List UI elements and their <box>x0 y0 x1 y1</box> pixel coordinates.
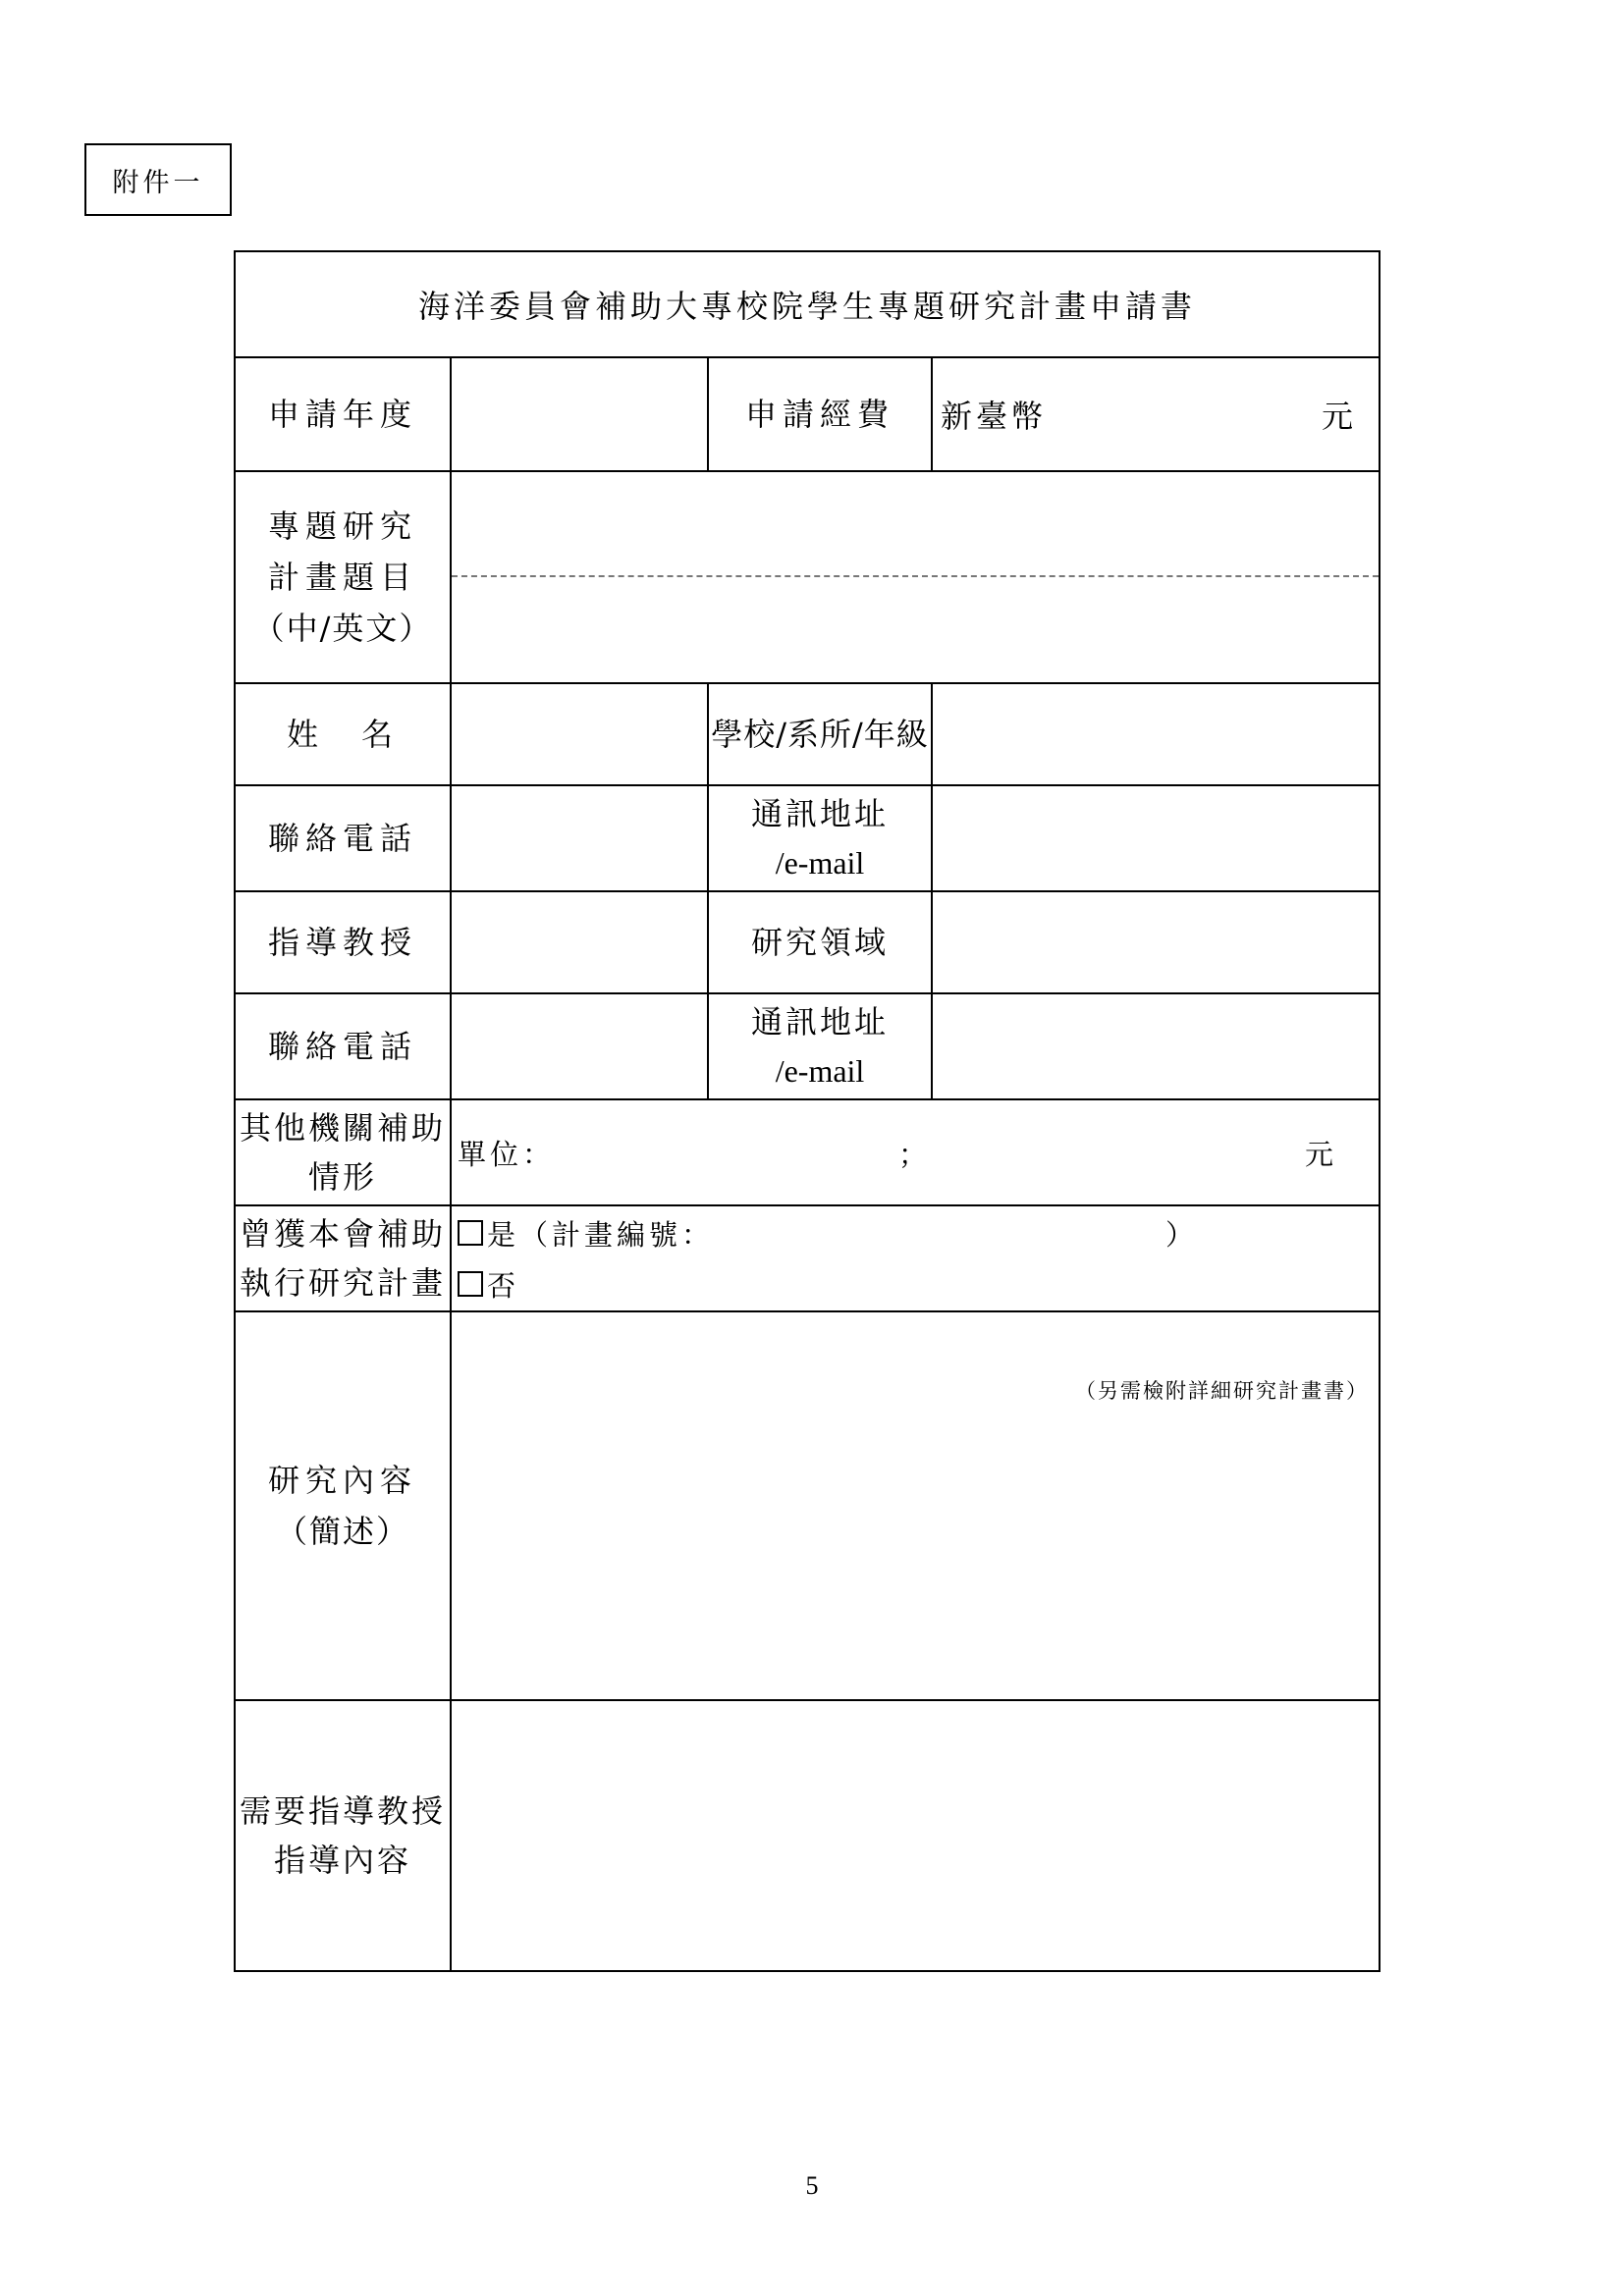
yuan-label: 元 <box>1322 398 1358 435</box>
topic-label-line3: （中/英文） <box>252 610 433 647</box>
prior-grant-label-line2: 執行研究計畫 <box>239 1264 446 1302</box>
yes-checkbox[interactable] <box>458 1220 483 1246</box>
topic-label-line1: 專題研究 <box>267 507 417 545</box>
topic-english-field[interactable] <box>452 577 1379 680</box>
no-checkbox[interactable] <box>458 1271 483 1297</box>
currency-label: 新臺幣 <box>941 398 1048 435</box>
application-year-label: 申請年度 <box>235 357 451 471</box>
attachment-label: 附件一 <box>84 143 232 216</box>
page-number: 5 <box>805 2171 819 2200</box>
unit-label: 單位： <box>458 1137 556 1171</box>
research-field-input[interactable] <box>932 891 1380 993</box>
advisor-address-line2: /e-mail <box>775 1053 865 1089</box>
application-fund-label: 申請經費 <box>708 357 932 471</box>
yes-option-label: 是（計畫編號： <box>487 1217 715 1252</box>
application-year-field[interactable] <box>451 357 708 471</box>
prior-grant-label <box>235 1205 451 1311</box>
advisor-address-line1: 通訊地址 <box>750 1003 889 1041</box>
other-yuan-label: 元 <box>1305 1137 1338 1171</box>
advisor-address-field[interactable] <box>932 993 1380 1099</box>
guidance-label-line2: 指導內容 <box>273 1842 411 1879</box>
content-note: （另需檢附詳細研究計畫書） <box>1075 1379 1370 1403</box>
advisor-phone-field[interactable] <box>451 993 708 1099</box>
school-field[interactable] <box>932 683 1380 785</box>
advisor-field[interactable] <box>451 891 708 993</box>
name-field[interactable] <box>451 683 708 785</box>
research-field-label: 研究領域 <box>708 891 932 993</box>
topic-chinese-field[interactable] <box>452 472 1379 577</box>
topic-label <box>235 471 451 683</box>
yes-close-paren: ） <box>1165 1217 1199 1252</box>
application-form-table <box>234 250 1380 1972</box>
form-title: 海洋委員會補助大專校院學生專題研究計畫申請書 <box>235 251 1380 357</box>
other-funding-label-line2: 情形 <box>307 1158 377 1196</box>
guidance-label <box>235 1700 451 1971</box>
name-label: 姓 名 <box>235 683 451 785</box>
advisor-phone-label: 聯絡電話 <box>235 993 451 1099</box>
guidance-field[interactable] <box>451 1700 1380 1971</box>
no-option-label: 否 <box>487 1268 520 1303</box>
phone-label: 聯絡電話 <box>235 785 451 891</box>
content-label-line1: 研究內容 <box>267 1462 417 1499</box>
topic-field <box>451 471 1380 683</box>
content-label <box>235 1311 451 1700</box>
other-funding-label <box>235 1099 451 1205</box>
prior-grant-label-line1: 曾獲本會補助 <box>239 1215 446 1253</box>
other-funding-label-line1: 其他機關補助 <box>239 1109 446 1147</box>
school-label: 學校/系所/年級 <box>708 683 932 785</box>
address-label <box>708 785 932 891</box>
address-label-line1: 通訊地址 <box>750 795 889 832</box>
phone-field[interactable] <box>451 785 708 891</box>
guidance-label-line1: 需要指導教授 <box>239 1792 446 1830</box>
address-field[interactable] <box>932 785 1380 891</box>
advisor-address-label <box>708 993 932 1099</box>
content-label-line2: （簡述） <box>275 1513 409 1550</box>
topic-label-line2: 計畫題目 <box>267 559 417 596</box>
application-fund-field[interactable] <box>932 357 1380 471</box>
content-field[interactable] <box>451 1311 1380 1700</box>
other-funding-field[interactable] <box>451 1099 1380 1205</box>
prior-grant-field <box>451 1205 1380 1311</box>
address-label-line2: /e-mail <box>775 845 865 881</box>
semicolon-label: ； <box>898 1137 932 1171</box>
advisor-label: 指導教授 <box>235 891 451 993</box>
